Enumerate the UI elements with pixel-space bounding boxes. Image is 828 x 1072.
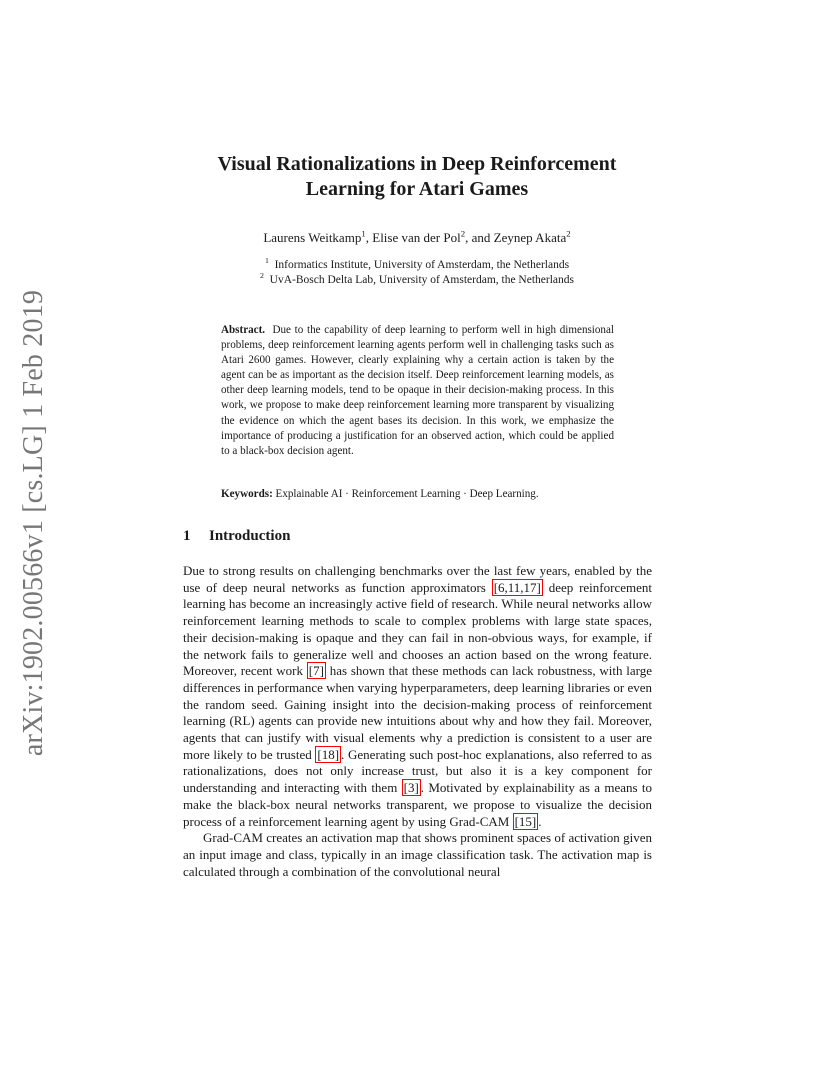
section-heading xyxy=(183,528,290,545)
paragraph xyxy=(183,563,652,830)
author-name: Zeynep Akata xyxy=(493,230,567,245)
body-text-span: Due to strong results on challenging benchmarks over the last few years, enabled by the use of deep neural networks as function approximators xyxy=(183,563,652,595)
body-text-span: . Motivated by explainability as a means to make the black-box neural networks transparent, we propose to visualize the decision process of a reinforcement learning agent by using Grad-CAM xyxy=(183,780,652,829)
section-title: Introduction xyxy=(209,528,291,544)
body-text-span: . xyxy=(538,813,542,829)
paragraph: Grad-CAM creates an activation map that shows prominent spaces of activation given an input image and class, typically in an image classification task. The activation map is calculated through a combination of the convolutional neural xyxy=(183,830,652,879)
keywords-label: Keywords: xyxy=(221,488,273,500)
citation-link[interactable]: [3] xyxy=(403,780,419,796)
paper-title-line-1: Visual Rationalizations in Deep Reinforcement xyxy=(217,153,617,175)
abstract-label: Abstract. xyxy=(221,324,266,336)
author-name: Laurens Weitkamp xyxy=(263,230,362,245)
paper-title xyxy=(170,152,664,202)
citation-link[interactable]: [6,11,17] xyxy=(493,579,541,595)
paper-title-line-2: Learning for Atari Games xyxy=(305,178,529,200)
citation-link[interactable]: [15] xyxy=(514,813,537,829)
abstract-text: Due to the capability of deep learning to perform well in high dimensional problems, deep reinforcement learning agents perform well in challenging tasks such as Atari 2600 games. However, clearly explaining why a certain action is taken by the agent can be as important as the decision itself. Deep reinforcement learning models, as other deep learning models, tend to be opaque in their decision-making process. In this work, we propose to make deep reinforcement learning more transparent by visualizing the evidence on which the agent bases its decision. In this work, we emphasize the importance of producing a justification for an observed action, which could be applied to a black-box decision agent. xyxy=(221,324,614,457)
affiliation-text: UvA-Bosch Delta Lab, University of Amsterdam, the Netherlands xyxy=(269,274,574,286)
body-text-span: has shown that these methods can lack robustness, with large differences in performance when varying hyperparameters, deep learning libraries or even the random seed. Gaining insight into the decision-making process of reinforcement learning (RL) agents can provide new intuitions about why and how they fail. Moreover, agents that can justify with visual elements why a prediction is consistent to a user are more likely to be trusted xyxy=(183,663,652,762)
body-text-span: deep reinforcement learning has become an increasingly active field of research. While neural networks allow reinforcement learning methods to scale to complex problems with large state spaces, their decision-making is opaque and they can fail in non-obvious ways, for example, if the network fails to generalize well and chooses an action based on the wrong feature. Moreover, recent work xyxy=(183,579,652,679)
citation-link[interactable]: [7] xyxy=(308,663,324,679)
affiliation-list xyxy=(170,258,664,288)
keywords-text: Explainable AI · Reinforcement Learning · Deep Learning. xyxy=(275,488,539,500)
body-text xyxy=(183,563,652,880)
arxiv-identifier xyxy=(17,289,51,756)
body-text-span: . Generating such post-hoc explanations, also referred to as rationalizations, does not only increase trust, but also it is a key component for understanding and interacting with them xyxy=(183,746,652,796)
abstract xyxy=(221,323,614,459)
author-separator: , xyxy=(365,230,373,245)
section-number: 1 xyxy=(183,528,191,544)
affiliation-text: Informatics Institute, University of Amsterdam, the Netherlands xyxy=(274,259,570,271)
affiliation-line xyxy=(170,273,664,288)
author-list xyxy=(170,229,664,247)
affiliation-line xyxy=(170,258,664,273)
keywords xyxy=(221,487,621,502)
author-name: Elise van der Pol xyxy=(372,230,461,245)
author-affiliation-mark: 2 xyxy=(460,228,466,239)
arxiv-identifier-text: arXiv:1902.00566v1 [cs.LG] 1 Feb 2019 xyxy=(18,289,50,756)
author-separator: , and xyxy=(465,230,494,245)
author-affiliation-mark: 1 xyxy=(361,228,366,239)
citation-link[interactable]: [18] xyxy=(317,746,340,762)
affiliation-mark: 1 xyxy=(264,256,269,266)
author-affiliation-mark: 2 xyxy=(566,228,571,239)
affiliation-mark: 2 xyxy=(259,271,264,281)
